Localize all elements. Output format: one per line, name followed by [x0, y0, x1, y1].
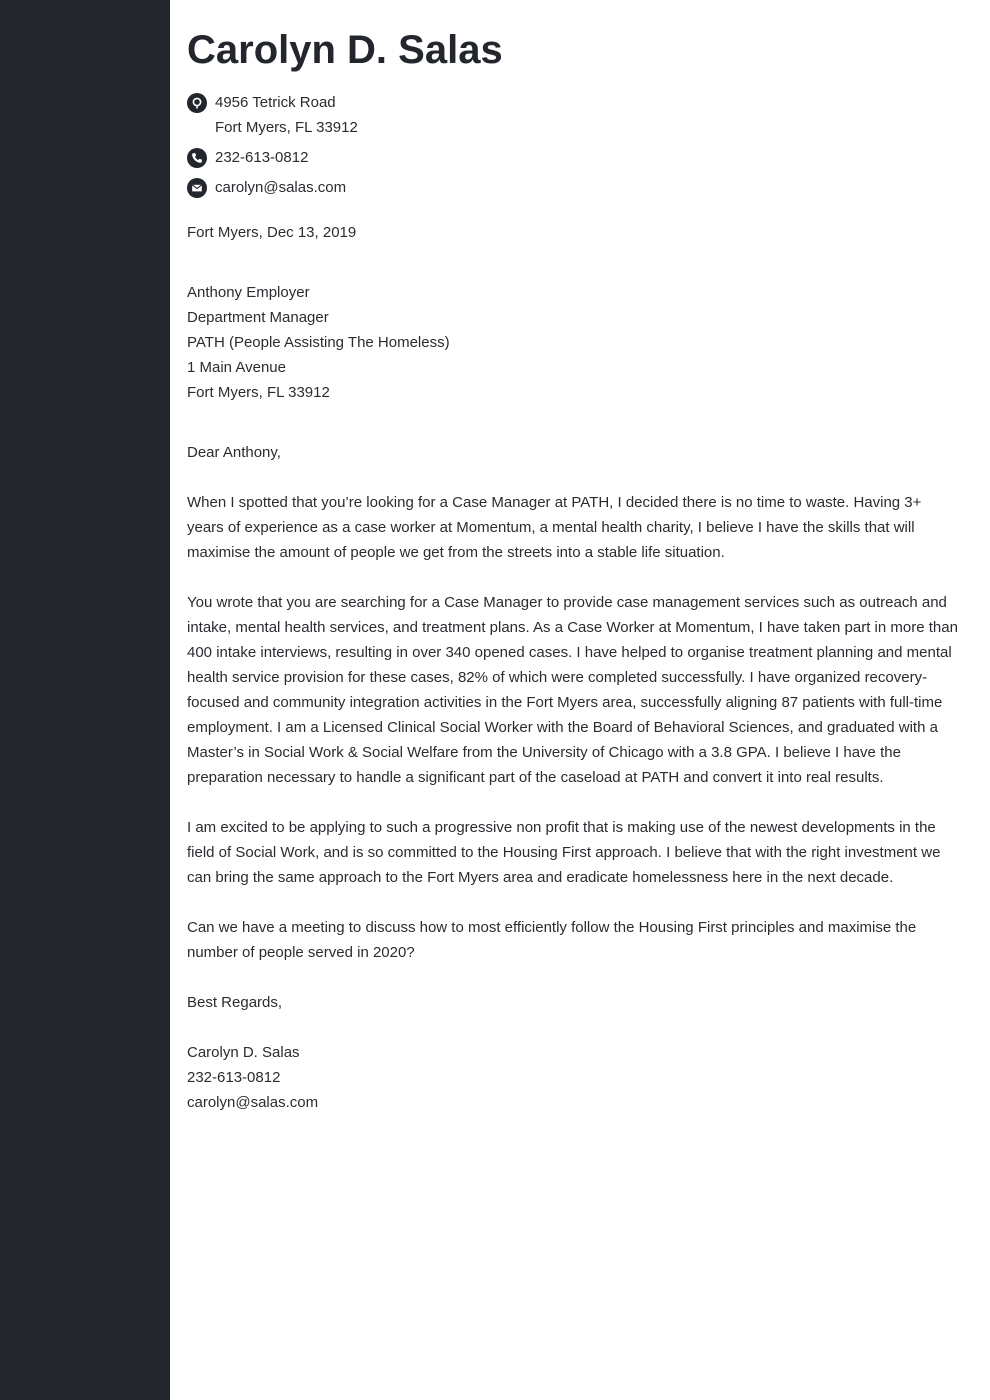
- recipient-title: Department Manager: [187, 309, 329, 326]
- signature-phone: 232-613-0812: [187, 1069, 281, 1086]
- contact-email: [187, 175, 346, 200]
- signature-block: [187, 1040, 318, 1115]
- paragraph-3: I am excited to be applying to such a progressive non profit that is making use of the newest developments in the field of Social Work, and is so committed to the Housing First approach. I believe that with the right investment we can bring the same approach to the Fort Myers area and eradicate homelessness here in the next decade.: [187, 819, 941, 886]
- map-pin-icon: [187, 93, 207, 113]
- sender-name: Carolyn D. Salas: [187, 28, 503, 72]
- recipient-name: Anthony Employer: [187, 284, 310, 301]
- envelope-icon: [187, 178, 207, 198]
- salutation: Dear Anthony,: [187, 444, 281, 461]
- signature-email: carolyn@salas.com: [187, 1094, 319, 1111]
- signature-name: Carolyn D. Salas: [187, 1044, 300, 1061]
- recipient-city: Fort Myers, FL 33912: [187, 384, 330, 401]
- sender-address-line2: Fort Myers, FL 33912: [215, 119, 358, 136]
- recipient-block: [187, 280, 450, 405]
- closing: Best Regards,: [187, 994, 283, 1011]
- contact-address: [187, 90, 358, 140]
- paragraph-2: You wrote that you are searching for a Case Manager to provide case management services such as outreach and intake, mental health services, and treatment plans. As a Case Worker at Momentum, I have taken part in more than 400 intake interviews, resulting in over 340 opened cases. I have helped to organise treatment planning and mental health service provision for these cases, 82% of which were completed successfully. I have organized recovery-focused and community integration activities in the Fort Myers area, successfully aligning 87 patients with full-time employment. I am a Licensed Clinical Social Worker with the Board of Behavioral Sciences, and graduated with a Master’s in Social Work & Social Welfare from the University of Chicago with a 3.8 GPA. I believe I have the preparation necessary to handle a significant part of the caseload at PATH and convert it into real results.: [187, 594, 958, 786]
- sender-email: carolyn@salas.com: [215, 179, 347, 196]
- phone-icon: [187, 148, 207, 168]
- contact-phone: [187, 145, 308, 170]
- sidebar: [0, 0, 170, 1400]
- date-line: Fort Myers, Dec 13, 2019: [187, 224, 357, 241]
- recipient-company: PATH (People Assisting The Homeless): [187, 334, 450, 351]
- paragraph-1: When I spotted that you’re looking for a Case Manager at PATH, I decided there is no time to waste. Having 3+ years of experience as a case worker at Momentum, a mental health charity, I believe I have the skills that will maximise the amount of people we get from the streets into a stable life situation.: [187, 494, 922, 561]
- recipient-street: 1 Main Avenue: [187, 359, 286, 376]
- paragraph-4: Can we have a meeting to discuss how to most efficiently follow the Housing First principles and maximise the number of people served in 2020?: [187, 919, 917, 961]
- sender-address-line1: 4956 Tetrick Road: [215, 94, 336, 111]
- sender-phone: 232-613-0812: [215, 149, 309, 166]
